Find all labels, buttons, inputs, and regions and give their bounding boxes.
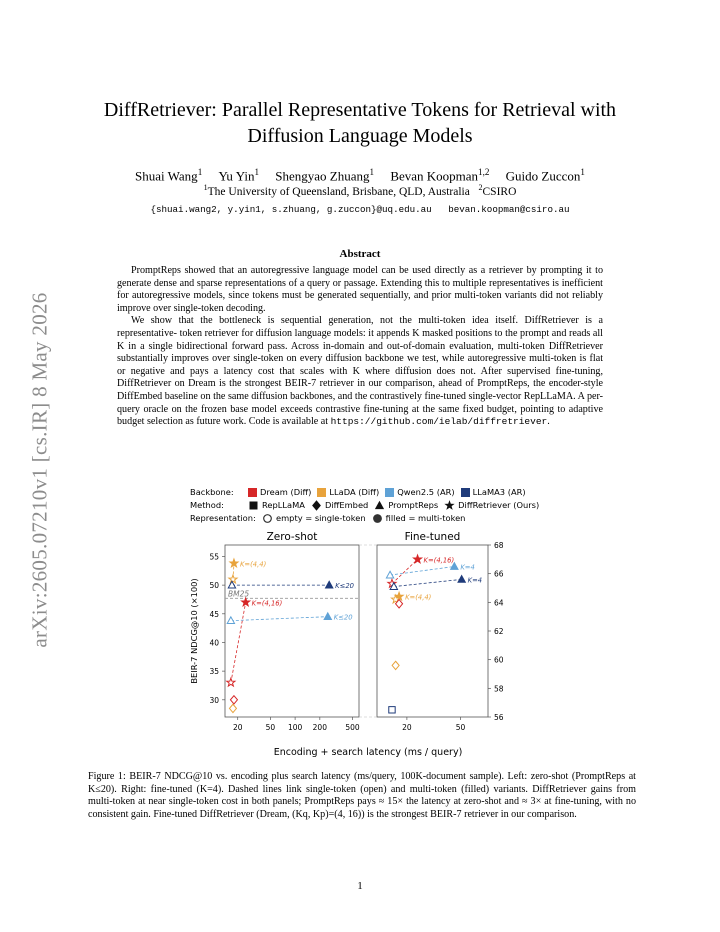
open-circle-icon xyxy=(262,513,273,524)
arxiv-stamp-text: arXiv:2605.07210v1 [cs.IR] 8 May 2026 xyxy=(27,292,52,648)
legend-method-item xyxy=(311,499,368,512)
y-tick-label: 68 xyxy=(494,541,504,550)
legend-color-swatch xyxy=(317,488,326,497)
y-tick-label: 35 xyxy=(209,667,219,677)
legend-method-label: Method: xyxy=(190,500,224,510)
point-label: K≤20 xyxy=(335,582,354,591)
author-affil-sup: 1,2 xyxy=(478,167,490,177)
legend-backbone-name: LLaMA3 (AR) xyxy=(472,487,526,497)
point-label: K≤20 xyxy=(333,613,353,622)
affil-sup-2: 2 xyxy=(478,183,483,192)
y-axis-label: BEIR-7 NDCG@10 (×100) xyxy=(189,578,199,684)
legend-backbone-label: Backbone: xyxy=(190,487,234,497)
affiliations xyxy=(0,181,720,199)
point-label: K=(4,16) xyxy=(423,556,455,565)
filled-circle-icon xyxy=(372,513,383,524)
diamond-marker-icon xyxy=(311,500,322,511)
y-tick-label: 30 xyxy=(209,695,219,705)
figure-1-charts xyxy=(185,528,535,760)
chart-title: Fine-tuned xyxy=(404,531,461,543)
point-label: K=(4,16) xyxy=(251,599,283,608)
y-tick-label: 66 xyxy=(494,569,504,579)
author-affil-sup: 1 xyxy=(369,167,375,177)
legend-backbone-name: Qwen2.5 (AR) xyxy=(397,487,455,497)
triangle-marker-icon xyxy=(374,500,385,511)
x-tick-label: 100 xyxy=(287,723,303,732)
x-tick-label: 50 xyxy=(455,723,466,732)
legend-backbone-name: LLaDA (Diff) xyxy=(329,487,380,497)
abstract-heading: Abstract xyxy=(339,248,381,260)
x-axis-label: Encoding + search latency (ms / query) xyxy=(273,747,463,758)
y-tick-label: 64 xyxy=(494,598,504,608)
chart-title: Zero-shot xyxy=(266,531,318,543)
title-line-1: DiffRetriever: Parallel Representative Tokens for Retrieval with xyxy=(103,99,617,121)
point-label: K=(4,4) xyxy=(239,560,267,569)
legend-backbone-item xyxy=(461,486,526,499)
legend-representation-row xyxy=(190,512,550,525)
abstract-paragraph-2-text: We show that the bottleneck is sequential generation, not the multi-token idea itself. DiffRetriever is a representative- token retriever for diffusion language models: it appends K masked positions to the prompt and reads all K in a single bidirectional forward pass. Across in-domain and out-of-domain evaluation, multi-token DiffRetriever substantially improves over single-token on every diffusion backbone we test, while autoregressive multi-token is flat or negative and pays a latency cost that scales with K where diffusion does not. After supervised fine-tuning, DiffRetriever on Dream is the strongest BEIR-7 retriever in our comparison, ahead of PromptReps, the encoder-style DiffEmbed baseline on the same diffusion backbones, and the contrastively fine-tuned single-vector RepLLaMA. A per-query oracle on the frozen base model exceeds contrastive fine-tuning at the same fixed budget, pointing to adaptive budget selection as future work. Code is available at xyxy=(117,315,603,428)
author-affil-sup: 1 xyxy=(254,167,260,177)
y-tick-label: 45 xyxy=(209,609,219,619)
legend-representation-name: filled = multi-token xyxy=(385,513,466,523)
author-name: Shengyao Zhuang xyxy=(275,168,370,184)
legend-color-swatch xyxy=(461,488,470,497)
author-affil-sup: 1 xyxy=(197,167,203,177)
figure-caption: Figure 1: BEIR-7 NDCG@10 vs. encoding plus search latency (ms/query, 100K-document sample). Left: zero-shot (PromptReps at K≤20). Right: fine-tuned (K=4). Dashed lines link single-token (open) and multi-token (filled) variants. DiffRetriever gains from multi-token at near single-token cost in both panels; PromptReps pays ≈ 15× the latency at zero-shot and ≈ 3× at fine-tuning, with no consistent gain. Fine-tuned DiffRetriever (Dream, (Kq, Kp)=(4, 16)) is the strongest BEIR-7 retriever in our comparison. xyxy=(88,771,636,820)
author-affil-sup: 1 xyxy=(580,167,585,177)
author-name: Shuai Wang xyxy=(135,168,198,184)
chart-frame xyxy=(225,545,359,717)
legend-method-name: DiffRetriever (Ours) xyxy=(458,500,540,510)
square-marker-icon xyxy=(248,500,259,511)
point-label: K=(4,4) xyxy=(405,593,432,602)
figure-legend xyxy=(190,486,550,525)
legend-method-item xyxy=(374,499,438,512)
affil-uq: The University of Queensland, Brisbane, QLD, Australia xyxy=(207,185,470,198)
legend-representation-item xyxy=(372,512,466,525)
paper-title xyxy=(0,97,720,149)
abstract-paragraph-1: PromptReps showed that an autoregressive language model can be used directly as a retriever by prompting it to generate dense and sparse representations of a query or passage. Extending this to multiple representatives is inefficient for autoregressive models, since tokens must be generated sequentially, and prior multi-token variants did not reliably improve over single-token decoding. xyxy=(117,265,603,314)
arxiv-stamp xyxy=(10,270,70,670)
affil-csiro: CSIRO xyxy=(482,185,517,198)
point-label: K=4 xyxy=(467,576,483,585)
y-tick-label: 56 xyxy=(494,713,504,722)
y-tick-label: 55 xyxy=(209,552,219,562)
y-tick-label: 62 xyxy=(494,627,504,636)
legend-color-swatch xyxy=(248,488,257,497)
code-link[interactable]: https://github.com/ielab/diffretriever xyxy=(330,416,548,428)
y-tick-label: 40 xyxy=(209,638,219,648)
legend-method-item xyxy=(444,499,539,512)
y-tick-label: 60 xyxy=(494,655,504,665)
email-line: {shuai.wang2, y.yin1, s.zhuang, g.zuccon}@uq.edu.au bevan.koopman@csiro.au xyxy=(150,204,570,215)
x-tick-label: 500 xyxy=(345,723,360,732)
legend-backbone-row xyxy=(190,486,550,499)
abstract-paragraph-2: We show that the bottleneck is sequential generation, not the multi-token idea itself. DiffRetriever is a representative- token retriever for diffusion language models: it appends K masked positions to the prompt and reads all K in a single bidirectional forward pass. Across in-domain and out-of-domain evaluation, multi-token DiffRetriever substantially improves over single-token on every diffusion backbone we test, while autoregressive multi-token is flat or negative and pays a latency cost that scales with K where diffusion does not. After supervised fine-tuning, DiffRetriever on Dream is the strongest BEIR-7 retriever in our comparison, ahead of PromptReps, the encoder-style DiffEmbed baseline on the same diffusion backbones, and the contrastively fine-tuned single-vector RepLLaMA. A per-query oracle on the frozen base model exceeds contrastive fine-tuning at the same fixed budget, pointing to adaptive budget selection as future work. Code is available at https://github.com/ielab/diffretriever. xyxy=(117,315,603,428)
legend-method-row xyxy=(190,499,550,512)
data-point xyxy=(389,707,395,713)
point-label: K=4 xyxy=(460,563,475,572)
legend-representation-item xyxy=(262,512,366,525)
author-name: Bevan Koopman xyxy=(390,168,479,184)
x-tick-label: 20 xyxy=(232,723,243,732)
legend-method-item xyxy=(248,499,305,512)
y-tick-label: 50 xyxy=(209,581,219,591)
author-name: Guido Zuccon xyxy=(505,168,581,184)
star-marker-icon xyxy=(444,500,455,511)
legend-backbone-name: Dream (Diff) xyxy=(260,487,312,497)
legend-representation-name: empty = single-token xyxy=(276,513,366,523)
abstract-body xyxy=(117,265,603,429)
legend-method-name: PromptReps xyxy=(388,500,439,510)
legend-method-name: RepLLaMA xyxy=(262,500,305,510)
bm25-label: BM25 xyxy=(228,589,250,599)
x-tick-label: 20 xyxy=(402,723,412,732)
legend-method-name: DiffEmbed xyxy=(324,500,369,510)
legend-backbone-item xyxy=(248,486,311,499)
legend-backbone-item xyxy=(317,486,379,499)
legend-color-swatch xyxy=(385,488,394,497)
affil-sup-1: 1 xyxy=(203,183,208,192)
x-tick-label: 50 xyxy=(265,723,276,732)
page-number: 1 xyxy=(357,880,363,892)
x-tick-label: 200 xyxy=(312,723,327,732)
author-name: Yu Yin xyxy=(218,168,255,184)
y-tick-label: 58 xyxy=(494,684,504,694)
title-line-2: Diffusion Language Models xyxy=(247,125,473,147)
legend-representation-label: Representation: xyxy=(190,513,256,523)
legend-backbone-item xyxy=(385,486,454,499)
